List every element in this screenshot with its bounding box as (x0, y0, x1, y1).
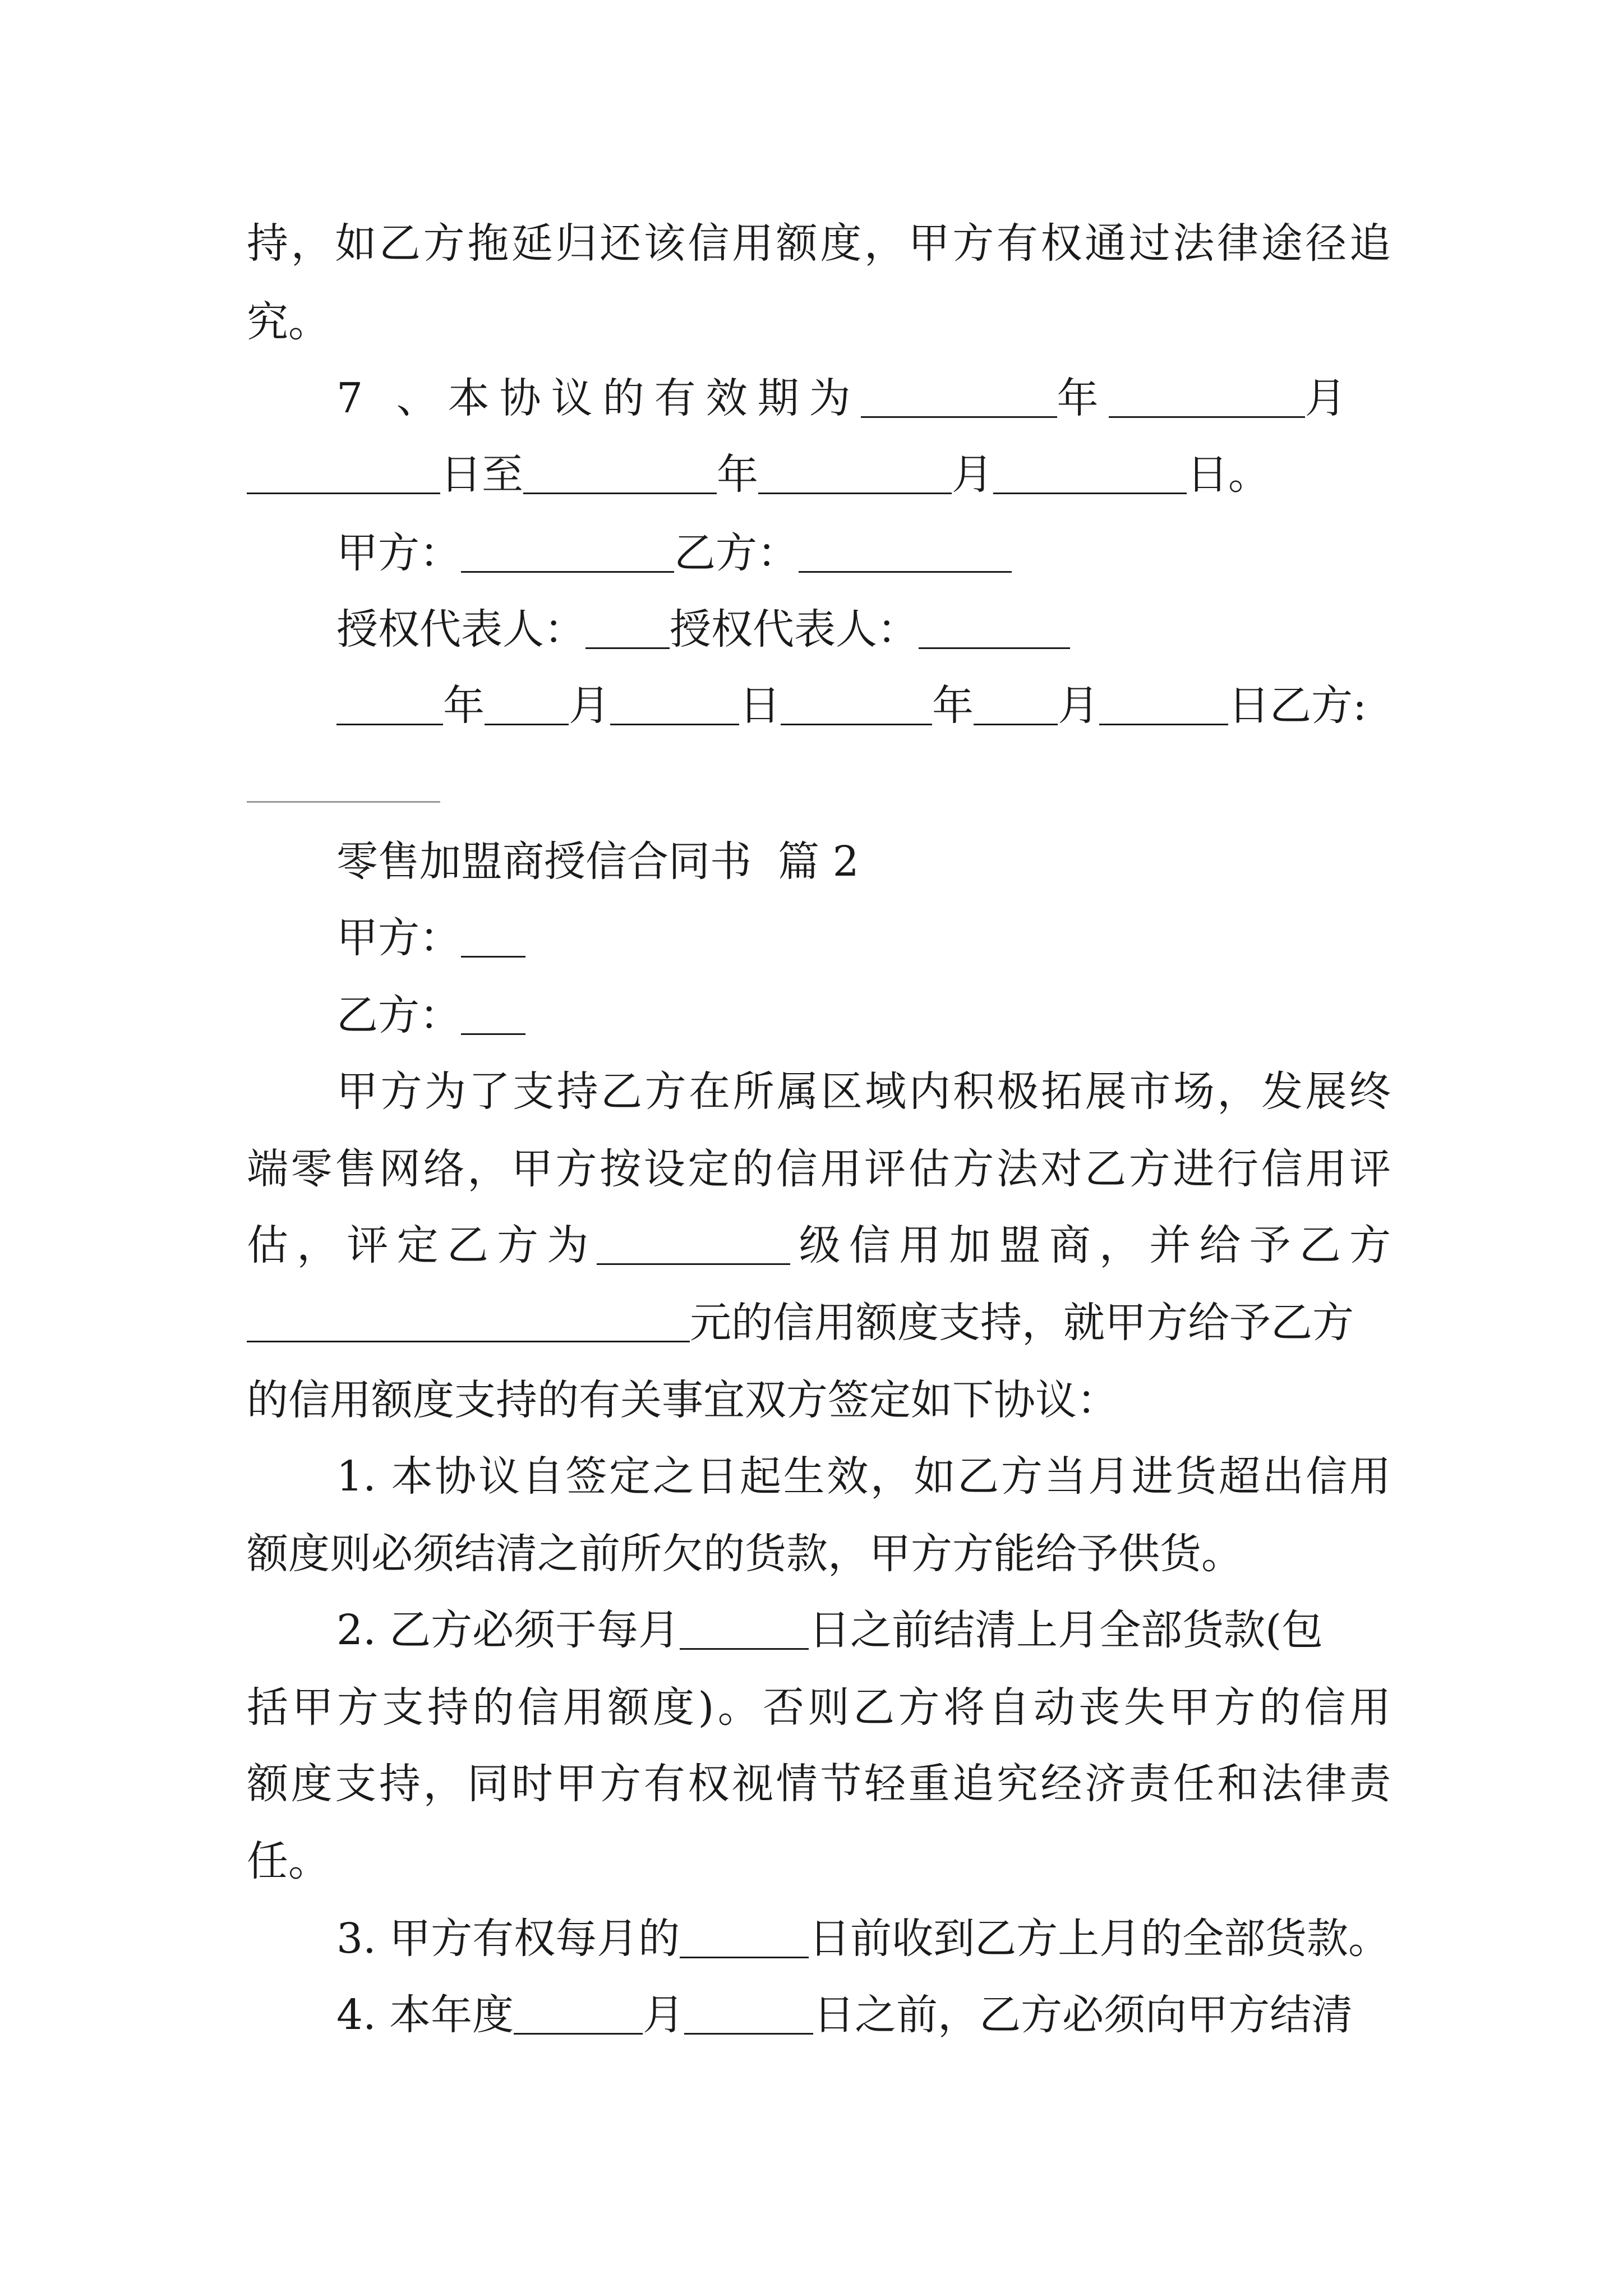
paragraph-line (247, 1295, 1391, 1351)
paragraph-line (336, 1064, 1391, 1120)
signature-representatives (336, 601, 1391, 657)
blank-field (799, 530, 1012, 573)
blank-field (597, 1222, 790, 1265)
text: 端零售网络，甲方按设定的信用评估方法对乙方进行信用评 (247, 1145, 1391, 1193)
text: 年 (932, 682, 974, 730)
text: 授权代表人： (670, 605, 919, 654)
paragraph-line (247, 1756, 1391, 1812)
text: 日乙方: (1228, 682, 1367, 730)
clause-7-line-2 (247, 447, 1391, 503)
text: 持，如乙方拖延归还该信用额度，甲方有权通过法律途径追 (247, 219, 1391, 268)
text: 年 (1057, 374, 1109, 422)
chapter-label: 篇 2 (778, 838, 859, 886)
text: 2. 乙方必须于每月 (336, 1606, 680, 1654)
text: 括甲方支持的信用额度)。否则乙方将自动丧失甲方的信用 (247, 1683, 1391, 1732)
paragraph-line (247, 1217, 1391, 1273)
blank-field (247, 760, 440, 803)
paragraph-line (336, 1987, 1391, 2043)
text: 额度则必须结清之前所欠的货款，甲方方能给予供货。 (247, 1530, 1243, 1578)
clause-7-line-1 (336, 370, 1391, 426)
blank-field (974, 682, 1058, 725)
party-a-line (336, 910, 1391, 966)
paragraph-line (247, 1833, 1391, 1889)
paragraph-line (247, 1141, 1391, 1197)
text: 7 、本协议的有效期为 (336, 374, 861, 422)
paragraph-line (336, 1911, 1391, 1967)
text: 日。 (1187, 450, 1270, 499)
blank-field (758, 451, 952, 494)
section-title (336, 834, 1391, 890)
blank-field (461, 914, 525, 958)
document-title: 零售加盟商授信合同书 (336, 838, 751, 886)
signature-blank-line (247, 755, 1391, 811)
blank-field (919, 606, 1070, 649)
text: 估，评定乙方为 (247, 1221, 597, 1269)
blank-field (523, 451, 717, 494)
text: 乙方： (674, 529, 799, 577)
text: 甲方： (336, 914, 461, 962)
blank-field (993, 451, 1187, 494)
paragraph-line (247, 1526, 1391, 1582)
text: 4. 本年度 (336, 1991, 514, 2039)
paragraph-line (247, 215, 1391, 272)
blank-field (1109, 375, 1305, 418)
text: 乙方： (336, 991, 461, 1039)
paragraph-line (336, 1602, 1391, 1658)
blank-field (680, 1607, 809, 1650)
blank-field (680, 1915, 809, 1958)
blank-field (247, 1299, 690, 1342)
blank-field (336, 682, 443, 725)
blank-field (514, 1991, 643, 2035)
text: 的信用额度支持的有关事宜双方签定如下协议： (247, 1376, 1118, 1424)
text: 年 (717, 450, 758, 499)
text: 3. 甲方有权每月的 (336, 1915, 680, 1963)
text: 日之前结清上月全部货款(包 (809, 1606, 1324, 1654)
text: 额度支持，同时甲方有权视情节轻重追究经济责任和法律责 (247, 1760, 1391, 1808)
text: 日之前，乙方必须向甲方结清 (813, 1991, 1353, 2039)
text: 月 (643, 1991, 685, 2039)
paragraph-line (336, 1448, 1391, 1504)
text: 甲方： (336, 529, 461, 577)
text: 元的信用额度支持，就甲方给予乙方 (690, 1299, 1354, 1347)
blank-field (461, 530, 674, 573)
text: 日前收到乙方上月的全部货款。 (809, 1915, 1390, 1963)
text: 月 (952, 450, 993, 499)
text: 年 (443, 682, 485, 730)
blank-field (610, 682, 739, 725)
text: 月 (1304, 374, 1357, 422)
blank-field (485, 682, 569, 725)
text: 1. 本协议自签定之日起生效，如乙方当月进货超出信用 (336, 1452, 1391, 1501)
blank-field (861, 375, 1057, 418)
paragraph-line (247, 1680, 1391, 1736)
blank-field (1099, 682, 1228, 725)
text: 究。 (247, 298, 330, 346)
blank-field (247, 451, 440, 494)
text: 甲方为了支持乙方在所属区域内积极拓展市场，发展终 (336, 1068, 1391, 1116)
blank-field (461, 992, 525, 1035)
signature-dates (336, 678, 1391, 734)
signature-parties (336, 525, 1391, 581)
paragraph-line (247, 1372, 1391, 1428)
paragraph-line (247, 294, 1391, 350)
blank-field (585, 606, 670, 649)
text: 日至 (440, 450, 523, 499)
text: 月 (1058, 682, 1099, 730)
text: 日 (739, 682, 781, 730)
text: 级信用加盟商，并给予乙方 (790, 1221, 1391, 1269)
text: 授权代表人： (336, 605, 585, 654)
text: 月 (569, 682, 610, 730)
blank-field (781, 682, 932, 725)
party-b-line (336, 987, 1391, 1043)
blank-field (684, 1991, 813, 2035)
text: 任。 (247, 1837, 330, 1885)
